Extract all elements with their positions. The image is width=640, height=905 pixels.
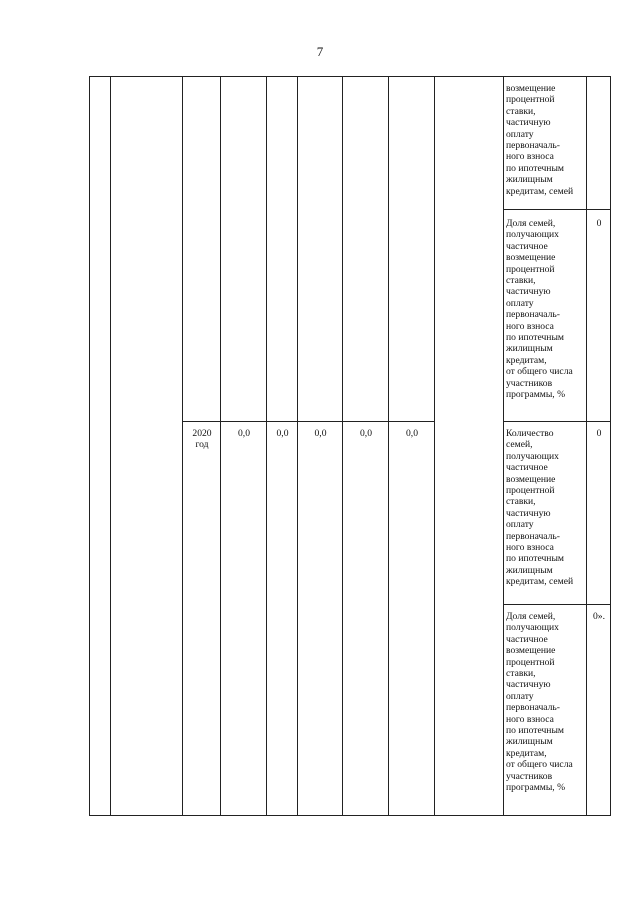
column-divider: [89, 76, 90, 816]
year-value-cell: 0,0: [406, 428, 418, 439]
column-divider: [503, 76, 504, 816]
column-divider: [266, 76, 267, 816]
indicator-value-cell: 0: [596, 218, 602, 229]
indicator-value-cell: 0: [596, 428, 602, 439]
year-value-cell: 0,0: [360, 428, 372, 439]
column-divider: [182, 76, 183, 816]
column-divider: [434, 76, 435, 816]
row-divider: [503, 421, 611, 422]
column-divider: [110, 76, 111, 816]
indicator-value-cell: 0».: [593, 611, 605, 622]
year-value-cell: 0,0: [314, 428, 327, 439]
column-divider: [220, 76, 221, 816]
indicator-cell: Количество семей, получающих частичное возмещение процентной ставки, частичную оплату первоначаль- ного взноса по ипотечным жилищным кредитам, семей: [506, 428, 574, 588]
indicator-cell: возмещение процентной ставки, частичную оплату первоначаль- ного взноса по ипотечным жилищным кредитам, семей: [506, 83, 574, 197]
indicator-cell: Доля семей, получающих частичное возмещение процентной ставки, частичную оплату первоначаль- ного взноса по ипотечным жилищным кредитам, от общего числа участников программы, %: [506, 218, 573, 401]
column-divider: [586, 76, 587, 816]
column-divider: [297, 76, 298, 816]
year-value-cell: 0,0: [276, 428, 289, 439]
year-cell: 2020 год: [192, 428, 212, 451]
indicator-cell: Доля семей, получающих частичное возмещение процентной ставки, частичную оплату первоначаль- ного взноса по ипотечным жилищным кредитам, от общего числа участников программы, %: [506, 611, 573, 794]
page-number: 7: [316, 44, 324, 59]
column-divider: [610, 76, 611, 816]
row-divider: [503, 604, 611, 605]
column-divider: [388, 76, 389, 816]
row-divider: [503, 209, 611, 210]
table-bottom-border: [89, 815, 611, 816]
column-divider: [342, 76, 343, 816]
year-value-cell: 0,0: [238, 428, 250, 439]
table-top-border: [89, 76, 611, 77]
